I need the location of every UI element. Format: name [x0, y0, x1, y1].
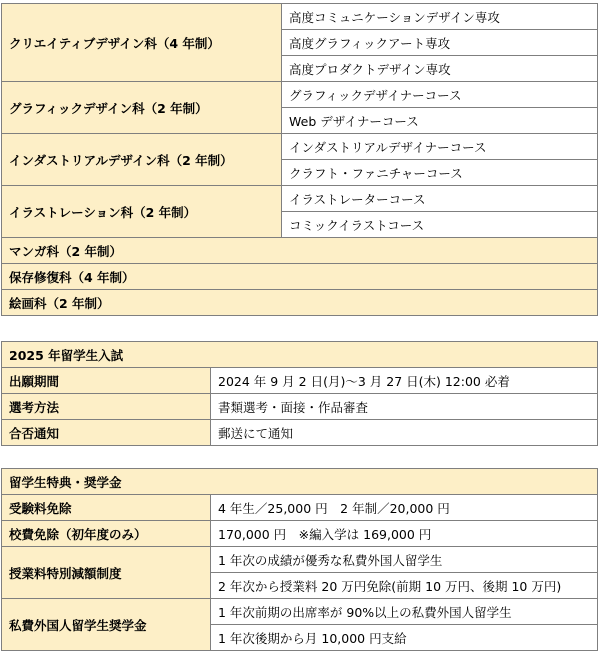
row-label: 受験料免除 — [2, 495, 211, 521]
row-value: 書類選考・面接・作品審査 — [211, 394, 598, 420]
course-name: Web デザイナーコース — [282, 108, 598, 134]
row-label: 授業料特別減額制度 — [2, 547, 211, 599]
table-row — [2, 186, 598, 212]
department-name: クリエイティブデザイン科（4 年制） — [2, 4, 282, 82]
table-header-row — [2, 469, 598, 495]
course-name: コミックイラストコース — [282, 212, 598, 238]
row-label: 出願期間 — [2, 368, 211, 394]
row-label: 校費免除（初年度のみ） — [2, 521, 211, 547]
table-row — [2, 238, 598, 264]
table-row — [2, 495, 598, 521]
department-name: マンガ科（2 年制） — [2, 238, 598, 264]
course-name: インダストリアルデザイナーコース — [282, 134, 598, 160]
table-row — [2, 599, 598, 625]
benefits-table — [1, 468, 598, 651]
table-row — [2, 368, 598, 394]
department-name: インダストリアルデザイン科（2 年制） — [2, 134, 282, 186]
row-label: 私費外国人留学生奨学金 — [2, 599, 211, 651]
department-name: イラストレーション科（2 年制） — [2, 186, 282, 238]
department-name: 保存修復科（4 年制） — [2, 264, 598, 290]
row-label: 合否通知 — [2, 420, 211, 446]
row-value: 1 年次前期の出席率が 90%以上の私費外国人留学生 — [211, 599, 598, 625]
row-value: 2024 年 9 月 2 日(月)～3 月 27 日(木) 12:00 必着 — [211, 368, 598, 394]
course-name: イラストレーターコース — [282, 186, 598, 212]
table-row — [2, 290, 598, 316]
department-name: 絵画科（2 年制） — [2, 290, 598, 316]
table-row — [2, 264, 598, 290]
course-name: グラフィックデザイナーコース — [282, 82, 598, 108]
row-label: 選考方法 — [2, 394, 211, 420]
table-row — [2, 547, 598, 573]
table-row — [2, 4, 598, 30]
admission-title: 2025 年留学生入試 — [2, 342, 598, 368]
department-name: グラフィックデザイン科（2 年制） — [2, 82, 282, 134]
row-value: 1 年次の成績が優秀な私費外国人留学生 — [211, 547, 598, 573]
row-value: 170,000 円 ※編入学は 169,000 円 — [211, 521, 598, 547]
row-value: 郵送にて通知 — [211, 420, 598, 446]
major-name: 高度プロダクトデザイン専攻 — [282, 56, 598, 82]
table-row — [2, 82, 598, 108]
row-value: 2 年次から授業料 20 万円免除(前期 10 万円、後期 10 万円) — [211, 573, 598, 599]
benefits-title: 留学生特典・奨学金 — [2, 469, 598, 495]
admission-table — [1, 341, 598, 446]
major-name: 高度グラフィックアート専攻 — [282, 30, 598, 56]
table-row — [2, 134, 598, 160]
course-name: クラフト・ファニチャーコース — [282, 160, 598, 186]
row-value: 1 年次後期から月 10,000 円支給 — [211, 625, 598, 651]
table-row — [2, 521, 598, 547]
departments-table — [1, 3, 598, 316]
major-name: 高度コミュニケーションデザイン専攻 — [282, 4, 598, 30]
table-header-row — [2, 342, 598, 368]
row-value: 4 年生／25,000 円 2 年制／20,000 円 — [211, 495, 598, 521]
table-row — [2, 394, 598, 420]
table-row — [2, 420, 598, 446]
